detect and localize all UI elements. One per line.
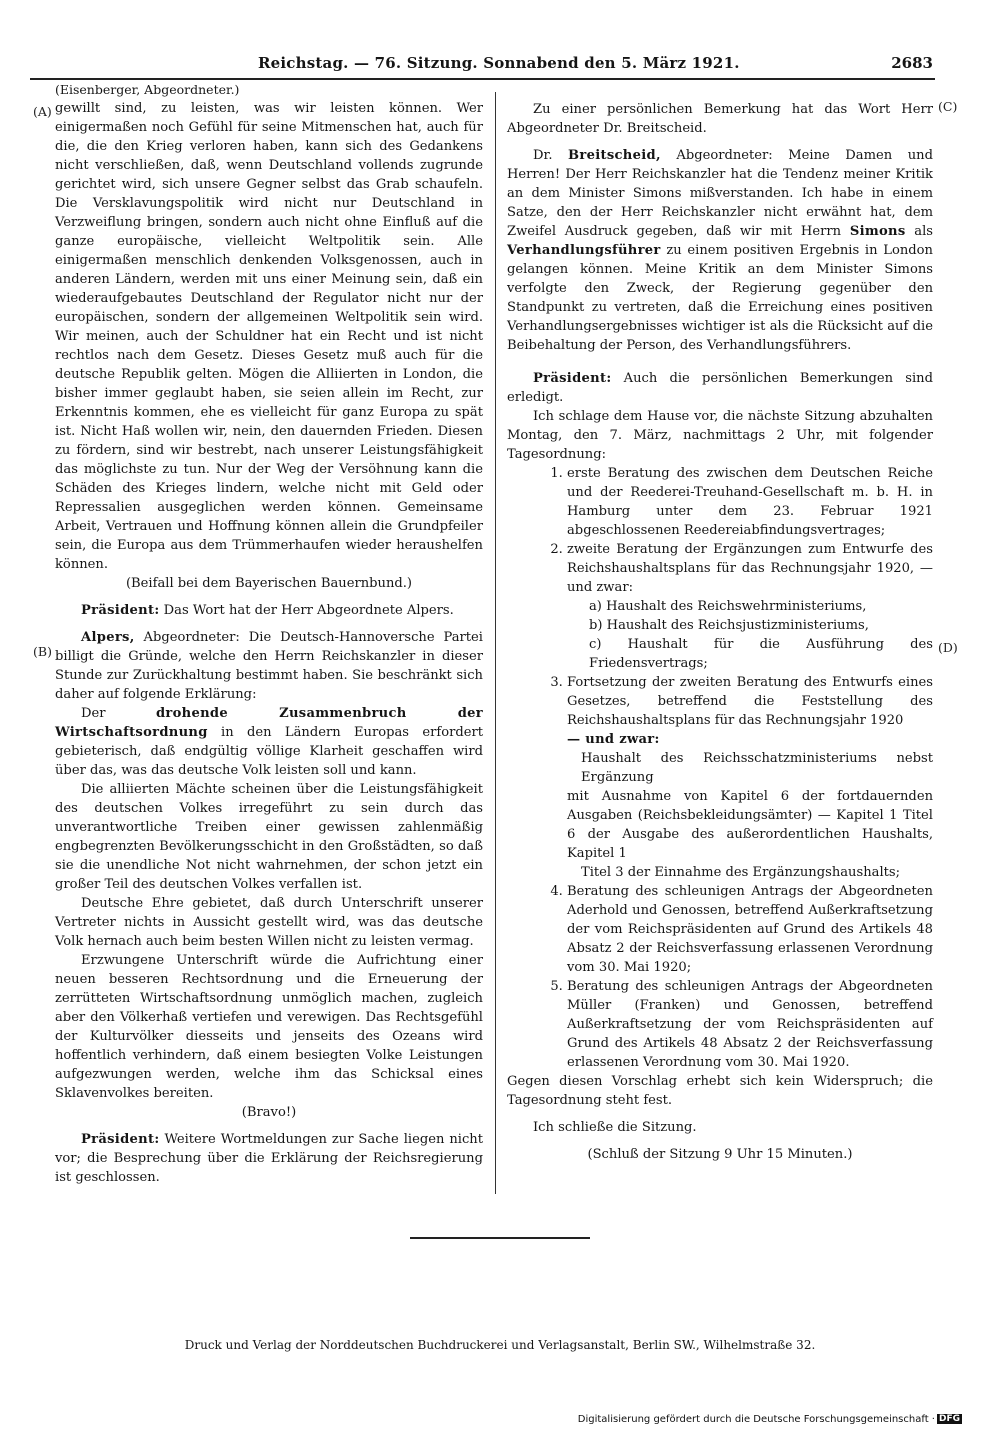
emphasis: drohende Zusammenbruch der Wirtschaftsordnung (55, 706, 483, 740)
speaker-label: Präsident: (533, 371, 612, 386)
paragraph: Gegen diesen Vorschlag erhebt sich kein Widerspruch; die Tagesordnung steht fest. (507, 1074, 933, 1108)
speaker-label: Alpers, (81, 630, 135, 645)
running-title: Reichstag. — 76. Sitzung. Sonnabend den 5. März 1921. (258, 54, 740, 72)
paragraph: Deutsche Ehre gebietet, daß durch Unterschrift unserer Vertreter nichts in Aussicht gestellt wird, was das deutsche Volk hernach auch beim besten Willen nicht zu leisten vermag. (55, 896, 483, 949)
dfg-logo: DFG (938, 1414, 960, 1424)
agenda-item: 5. Beratung des schleunigen Antrags der Abgeordneten Müller (Franken) und Genossen, betreffend Außerkraftsetzung der vom Reichspräsidenten auf Grund des Artikels 48 Absatz 2 der Reichsverfassung erlassenen Verordnung vom 30. Mai 1920. (567, 977, 933, 1072)
agenda-list (507, 464, 933, 1072)
emphasis: Simons (849, 224, 906, 239)
page-header (30, 52, 935, 80)
margin-marker-c: (C) (938, 99, 958, 114)
agenda-item: 2. zweite Beratung der Ergänzungen zum Entwurfe des Reichshaushaltsplans für das Rechnungsjahr 1920, — und zwar: a) Haushalt des Reichswehrministeriums, b) Haushalt des Reichsjustizministeriums, c) Haushalt für die Ausführung des Friedensvertrags; (567, 540, 933, 673)
closing-note: (Schluß der Sitzung 9 Uhr 15 Minuten.) (587, 1147, 853, 1162)
agenda-subitem: b) Haushalt des Reichsjustizministeriums, (589, 618, 869, 633)
margin-marker-a: (A) (33, 104, 52, 119)
right-column (507, 80, 933, 1164)
digitization-note: Digitalisierung gefördert durch die Deutsche Forschungsgemeinschaft · DFG (577, 1414, 960, 1425)
bravo-note: (Bravo!) (241, 1105, 297, 1120)
agenda-item: 1. erste Beratung des zwischen dem Deutschen Reiche und der Reederei-Treuhand-Gesellschaft m. b. H. in Hamburg unter dem 23. Februar 1921 abgeschlossenen Reedereiabfindungsvertrages; (567, 464, 933, 540)
agenda-emphasis: — und zwar: (567, 732, 660, 747)
speaker-tag: (Eisenberger, Abgeordneter.) (55, 82, 240, 97)
speaker-label: Breitscheid, (568, 148, 661, 163)
paragraph: Präsident: Auch die persönlichen Bemerkungen sind erledigt. (507, 371, 933, 405)
paragraph: Präsident: Weitere Wortmeldungen zur Sache liegen nicht vor; die Besprechung über die Erklärung der Reichsregierung ist geschlossen. (55, 1132, 484, 1185)
agenda-subitem: Haushalt des Reichsschatzministeriums nebst Ergänzung (581, 751, 933, 785)
agenda-item: 4. Beratung des schleunigen Antrags der Abgeordneten Aderhold und Genossen, betreffend Außerkraftsetzung der vom Reichspräsidenten auf Grund des Artikels 48 Absatz 2 der Reichsverfassung erlassenen Verordnung vom 30. Mai 1920; (567, 882, 933, 977)
applause-note: (Beifall bei dem Bayerischen Bauernbund.) (125, 576, 413, 591)
paragraph: Ich schlage dem Hause vor, die nächste Sitzung abzuhalten Montag, den 7. März, nachmittags 2 Uhr, mit folgender Tagesordnung: (507, 409, 933, 462)
paragraph: Präsident: Das Wort hat der Herr Abgeordnete Alpers. (81, 603, 454, 618)
paragraph: gewillt sind, zu leisten, was wir leisten können. Wer einigermaßen noch Gefühl für seine Mitmenschen hat, auch für die, die den Krieg verloren haben, kann sich des Gedankens nicht verschließen, daß, wenn Deutschland vollends zugrunde gerichtet wird, sich unsere Gegner selbst das Grab schaufeln. Die Versklavungspolitik wird nicht nur Deutschland in Verzweiflung bringen, sondern auch nicht ohne Einfluß auf die ganze europäische, vielleicht Weltpolitik sein. Alle einigermaßen menschlich denkenden Volksgenossen, auch in anderen Ländern, werden mit uns einer Meinung sein, daß ein wiederaufgebautes Deutschland der Regulator nicht nur der europäischen, sondern der allgemeinen Weltpolitik sein wird. Wir meinen, auch der Schuldner hat ein Recht und ist nicht rechtlos nach dem Gesetz. Dieses Gesetz muß auch für die deutsche Republik gelten. Mögen die Alliierten in London, die bisher immer geglaubt haben, sie seien allein im Recht, zur Erkenntnis kommen, ehe es vielleicht für ganz Europa zu spät ist. Nicht Haß wollen wir, nein, den dauernden Frieden. Diesen zu fördern, sind wir bestrebt, nach unserer Leistungsfähigkeit das möglichste zu tun. Nur der Weg der Versöhnung kann die Schäden des Krieges lindern, welche nicht mit Geld oder Repressalien ausgeglichen werden können. Gemeinsame Arbeit, Vertrauen und Hoffnung können allein die Grundpfeiler sein, die Europa aus dem Trümmerhaufen wieder heraushelfen können. (55, 101, 483, 572)
paragraph: Alpers, Abgeordneter: Die Deutsch-Hannoversche Partei billigt die Gründe, welche den Herrn Reichskanzler in dieser Stunde zur Zurückhaltung bestimmt haben. Sie beschränkt sich daher auf folgende Erklärung: (55, 630, 483, 702)
agenda-subitem: c) Haushalt für die Ausführung des Friedensvertrags; (589, 637, 933, 671)
column-divider (495, 92, 496, 1194)
margin-marker-d: (D) (938, 640, 958, 655)
speaker-label: Präsident: (81, 603, 160, 618)
paragraph: Zu einer persönlichen Bemerkung hat das Wort Herr Abgeordneter Dr. Breitscheid. (507, 102, 933, 136)
margin-marker-b: (B) (33, 644, 52, 659)
paragraph: Die alliierten Mächte scheinen über die Leistungsfähigkeit des deutschen Volkes irregeführt zu sein durch das unverantwortliche Treiben einer gewissen zahlenmäßig engbegrenzten Bevölkerungsschicht in den Großstädten, so daß sie die unendliche Not nicht wahrnehmen, der schon jetzt ein großer Teil des deutschen Volkes verfallen ist. (55, 782, 483, 892)
agenda-subitem: mit Ausnahme von Kapitel 6 der fortdauernden Ausgaben (Reichsbekleidungsämter) — Kapitel 1 Titel 6 der Ausgabe des außerordentlichen Haushalts, Kapitel 1 (567, 789, 933, 861)
paragraph: Erzwungene Unterschrift würde die Aufrichtung einer neuen besseren Rechtsordnung und die Erneuerung der zerrütteten Wirtschaftsordnung unmöglich machen, zugleich aber den Völkerhaß vertiefen und verewigen. Das Rechtsgefühl der Kulturvölker diesseits und jenseits des Ozeans wird hoffentlich verhindern, daß einem besiegten Volke Leistungen aufgezwungen werden, welche ihm das Schicksal eines Sklavenvolkes bereiten. (55, 953, 483, 1101)
paragraph: Dr. Breitscheid, Abgeordneter: Meine Damen und Herren! Der Herr Reichskanzler hat die Tendenz meiner Kritik an dem Minister Simons mißverstanden. Ich habe in einem Satze, den der Herr Reichskanzler nicht erwähnt hat, dem Zweifel Ausdruck gegeben, daß wir mit Herrn Simons als Verhandlungsführer zu einem positiven Ergebnis in London gelangen können. Meine Kritik an dem Minister Simons verfolgte den Zweck, der Regierung gegenüber den Standpunkt zu vertreten, daß die Erreichung eines positiven Verhandlungsergebnisses wichtiger ist als die Rücksicht auf die Beibehaltung der Person, des Verhandlungsführers. (507, 148, 934, 353)
agenda-subitem: a) Haushalt des Reichswehrministeriums, (589, 599, 867, 614)
end-rule (410, 1237, 590, 1239)
paragraph: Ich schließe die Sitzung. (533, 1120, 697, 1135)
imprint: Druck und Verlag der Norddeutschen Buchdruckerei und Verlagsanstalt, Berlin SW., Wilhelmstraße 32. (184, 1338, 816, 1352)
paragraph: Der drohende Zusammenbruch der Wirtschaftsordnung in den Ländern Europas erfordert gebieterisch, daß endgültig völlige Klarheit geschaffen wird über das, was das deutsche Volk leisten soll und kann. (55, 706, 484, 778)
left-column (55, 80, 483, 1187)
agenda-item: 3. Fortsetzung der zweiten Beratung des Entwurfs eines Gesetzes, betreffend die Feststellung des Reichshaushaltsplans für das Rechnungsjahr 1920 — und zwar: Haushalt des Reichsschatzministeriums nebst Ergänzung mit Ausnahme von Kapitel 6 der fortdauernden Ausgaben (Reichsbekleidungsämter) — Kapitel 1 Titel 6 der Ausgabe des außerordentlichen Haushalts, Kapitel 1 Titel 3 der Einnahme des Ergänzungshaushalts; (567, 673, 933, 882)
page-number: 2683 (891, 54, 933, 72)
speaker-label: Präsident: (81, 1132, 160, 1147)
emphasis: Verhandlungsführer (507, 243, 661, 258)
agenda-subitem: Titel 3 der Einnahme des Ergänzungshaushalts; (581, 865, 901, 880)
